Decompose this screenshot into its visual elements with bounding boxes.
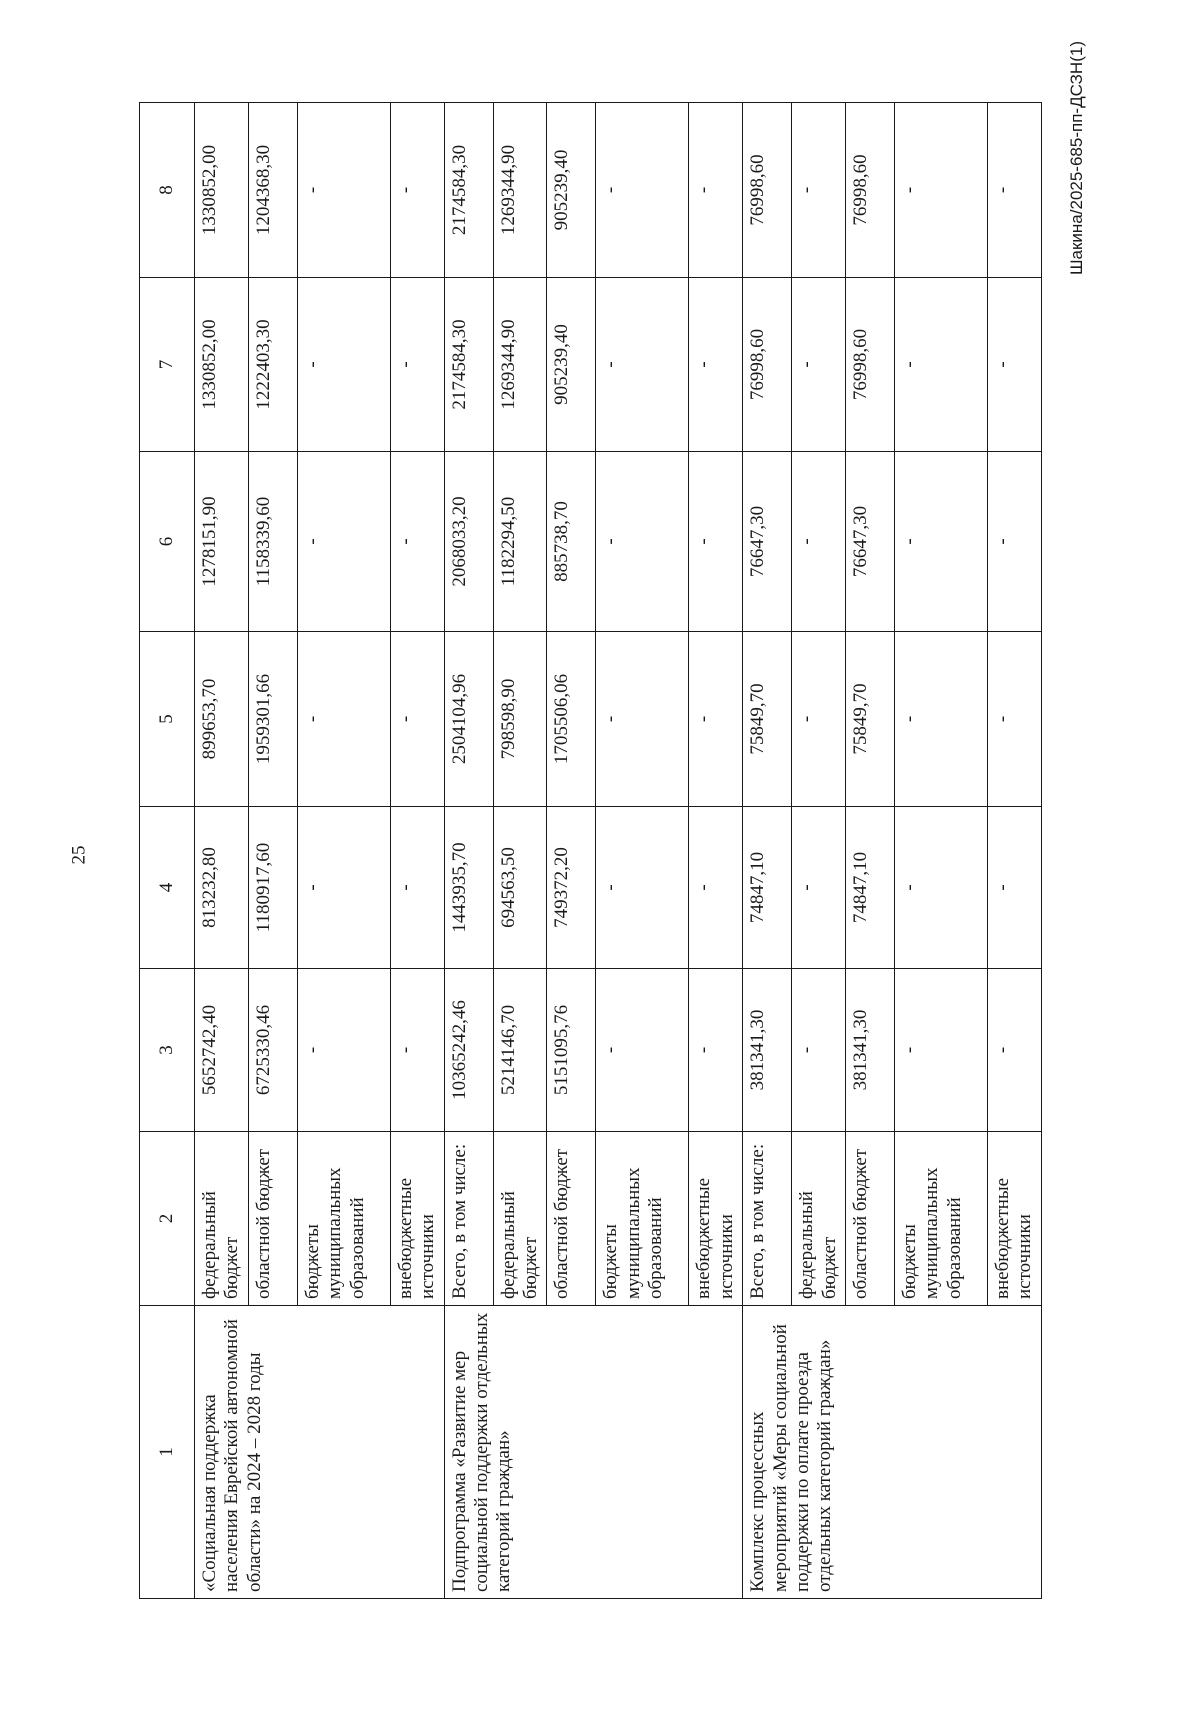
amount-cell: -	[988, 969, 1042, 1132]
header-cell: 6	[140, 452, 195, 632]
amount-cell: -	[390, 969, 444, 1132]
funding-source-cell: федеральный бюджет	[195, 1132, 249, 1306]
funding-source-cell: бюджеты муниципальных образований	[297, 1132, 390, 1306]
funding-source-cell: федеральный бюджет	[792, 1132, 846, 1306]
amount-cell: -	[988, 807, 1042, 969]
amount-cell: 749372,20	[547, 807, 596, 969]
amount-cell: 1330852,00	[195, 103, 249, 278]
amount-cell: 76647,30	[743, 452, 792, 632]
funding-source-cell: внебюджетные источники	[390, 1132, 444, 1306]
amount-cell: -	[596, 969, 689, 1132]
amount-cell: 798598,90	[493, 632, 547, 807]
amount-cell: 1443935,70	[444, 807, 493, 969]
program-name-cell: Подпрограмма «Развитие мер социальной поддержки отдельных категорий граждан»	[444, 1306, 743, 1599]
amount-cell: 6725330,46	[248, 969, 297, 1132]
amount-cell: -	[297, 452, 390, 632]
amount-cell: -	[988, 103, 1042, 278]
table-row	[195, 103, 249, 1599]
funding-source-cell: внебюджетные источники	[988, 1132, 1042, 1306]
amount-cell: -	[895, 452, 988, 632]
header-cell: 3	[140, 969, 195, 1132]
amount-cell: 76998,60	[846, 278, 895, 452]
amount-cell: -	[988, 278, 1042, 452]
document-reference: Шакина/2025-685-пп-ДСЗН(1)	[1067, 41, 1086, 276]
amount-cell: 1959301,66	[248, 632, 297, 807]
amount-cell: 75849,70	[846, 632, 895, 807]
amount-cell: 2174584,30	[444, 278, 493, 452]
funding-source-cell: областной бюджет	[846, 1132, 895, 1306]
amount-cell: -	[390, 807, 444, 969]
amount-cell: 2068033,20	[444, 452, 493, 632]
amount-cell: -	[988, 632, 1042, 807]
amount-cell: 1330852,00	[195, 278, 249, 452]
amount-cell: -	[895, 278, 988, 452]
amount-cell: -	[792, 632, 846, 807]
header-cell: 8	[140, 103, 195, 278]
program-name-cell: «Социальная поддержка населения Еврейской автономной области» на 2024 – 2028 годы	[195, 1306, 445, 1599]
amount-cell: 76998,60	[743, 278, 792, 452]
amount-cell: -	[596, 632, 689, 807]
amount-cell: -	[297, 969, 390, 1132]
amount-cell: 76998,60	[743, 103, 792, 278]
amount-cell: -	[895, 969, 988, 1132]
amount-cell: -	[297, 807, 390, 969]
funding-source-cell: областной бюджет	[248, 1132, 297, 1306]
amount-cell: 885738,70	[547, 452, 596, 632]
amount-cell: 2504104,96	[444, 632, 493, 807]
amount-cell: -	[895, 103, 988, 278]
header-row	[140, 103, 195, 1599]
amount-cell: -	[895, 807, 988, 969]
amount-cell: -	[596, 807, 689, 969]
amount-cell: 1204368,30	[248, 103, 297, 278]
amount-cell: -	[689, 807, 743, 969]
funding-source-cell: Всего, в том числе:	[743, 1132, 792, 1306]
amount-cell: 813232,80	[195, 807, 249, 969]
amount-cell: 75849,70	[743, 632, 792, 807]
table-row	[743, 103, 792, 1599]
amount-cell: -	[596, 103, 689, 278]
amount-cell: 1705506,06	[547, 632, 596, 807]
table-row	[444, 103, 493, 1599]
amount-cell: 1278151,90	[195, 452, 249, 632]
amount-cell: 74847,10	[846, 807, 895, 969]
budget-table	[139, 102, 1042, 1599]
funding-source-cell: Всего, в том числе:	[444, 1132, 493, 1306]
amount-cell: 76998,60	[846, 103, 895, 278]
amount-cell: -	[792, 969, 846, 1132]
amount-cell: -	[596, 278, 689, 452]
header-cell: 2	[140, 1132, 195, 1306]
amount-cell: -	[792, 452, 846, 632]
funding-source-cell: бюджеты муниципальных образований	[596, 1132, 689, 1306]
amount-cell: -	[297, 278, 390, 452]
amount-cell: -	[895, 632, 988, 807]
amount-cell: 10365242,46	[444, 969, 493, 1132]
amount-cell: -	[689, 452, 743, 632]
header-cell: 1	[140, 1306, 195, 1599]
amount-cell: 1269344,90	[493, 278, 547, 452]
amount-cell: -	[390, 452, 444, 632]
amount-cell: -	[792, 278, 846, 452]
amount-cell: 1269344,90	[493, 103, 547, 278]
program-name-cell: Комплекс процессных мероприятий «Меры социальной поддержки по оплате проезда отдельных категорий граждан»	[743, 1306, 1042, 1599]
funding-source-cell: федеральный бюджет	[493, 1132, 547, 1306]
amount-cell: -	[297, 103, 390, 278]
amount-cell: -	[689, 632, 743, 807]
funding-source-cell: внебюджетные источники	[689, 1132, 743, 1306]
funding-source-cell: областной бюджет	[547, 1132, 596, 1306]
amount-cell: -	[689, 103, 743, 278]
amount-cell: 1180917,60	[248, 807, 297, 969]
amount-cell: -	[689, 969, 743, 1132]
header-cell: 4	[140, 807, 195, 969]
table-body	[195, 103, 1042, 1599]
amount-cell: 76647,30	[846, 452, 895, 632]
amount-cell: 381341,30	[846, 969, 895, 1132]
rotated-page-content	[97, 41, 1111, 1649]
amount-cell: 899653,70	[195, 632, 249, 807]
amount-cell: 905239,40	[547, 278, 596, 452]
amount-cell: -	[390, 103, 444, 278]
header-cell: 7	[140, 278, 195, 452]
amount-cell: -	[988, 452, 1042, 632]
page-number: 25	[68, 845, 90, 865]
funding-source-cell: бюджеты муниципальных образований	[895, 1132, 988, 1306]
amount-cell: 5214146,70	[493, 969, 547, 1132]
amount-cell: 694563,50	[493, 807, 547, 969]
amount-cell: 1158339,60	[248, 452, 297, 632]
amount-cell: 905239,40	[547, 103, 596, 278]
amount-cell: -	[689, 278, 743, 452]
amount-cell: 1222403,30	[248, 278, 297, 452]
amount-cell: -	[792, 807, 846, 969]
amount-cell: 1182294,50	[493, 452, 547, 632]
amount-cell: 74847,10	[743, 807, 792, 969]
header-cell: 5	[140, 632, 195, 807]
amount-cell: 5151095,76	[547, 969, 596, 1132]
amount-cell: 2174584,30	[444, 103, 493, 278]
amount-cell: 381341,30	[743, 969, 792, 1132]
amount-cell: -	[390, 278, 444, 452]
amount-cell: -	[596, 452, 689, 632]
amount-cell: 5652742,40	[195, 969, 249, 1132]
amount-cell: -	[792, 103, 846, 278]
amount-cell: -	[390, 632, 444, 807]
amount-cell: -	[297, 632, 390, 807]
